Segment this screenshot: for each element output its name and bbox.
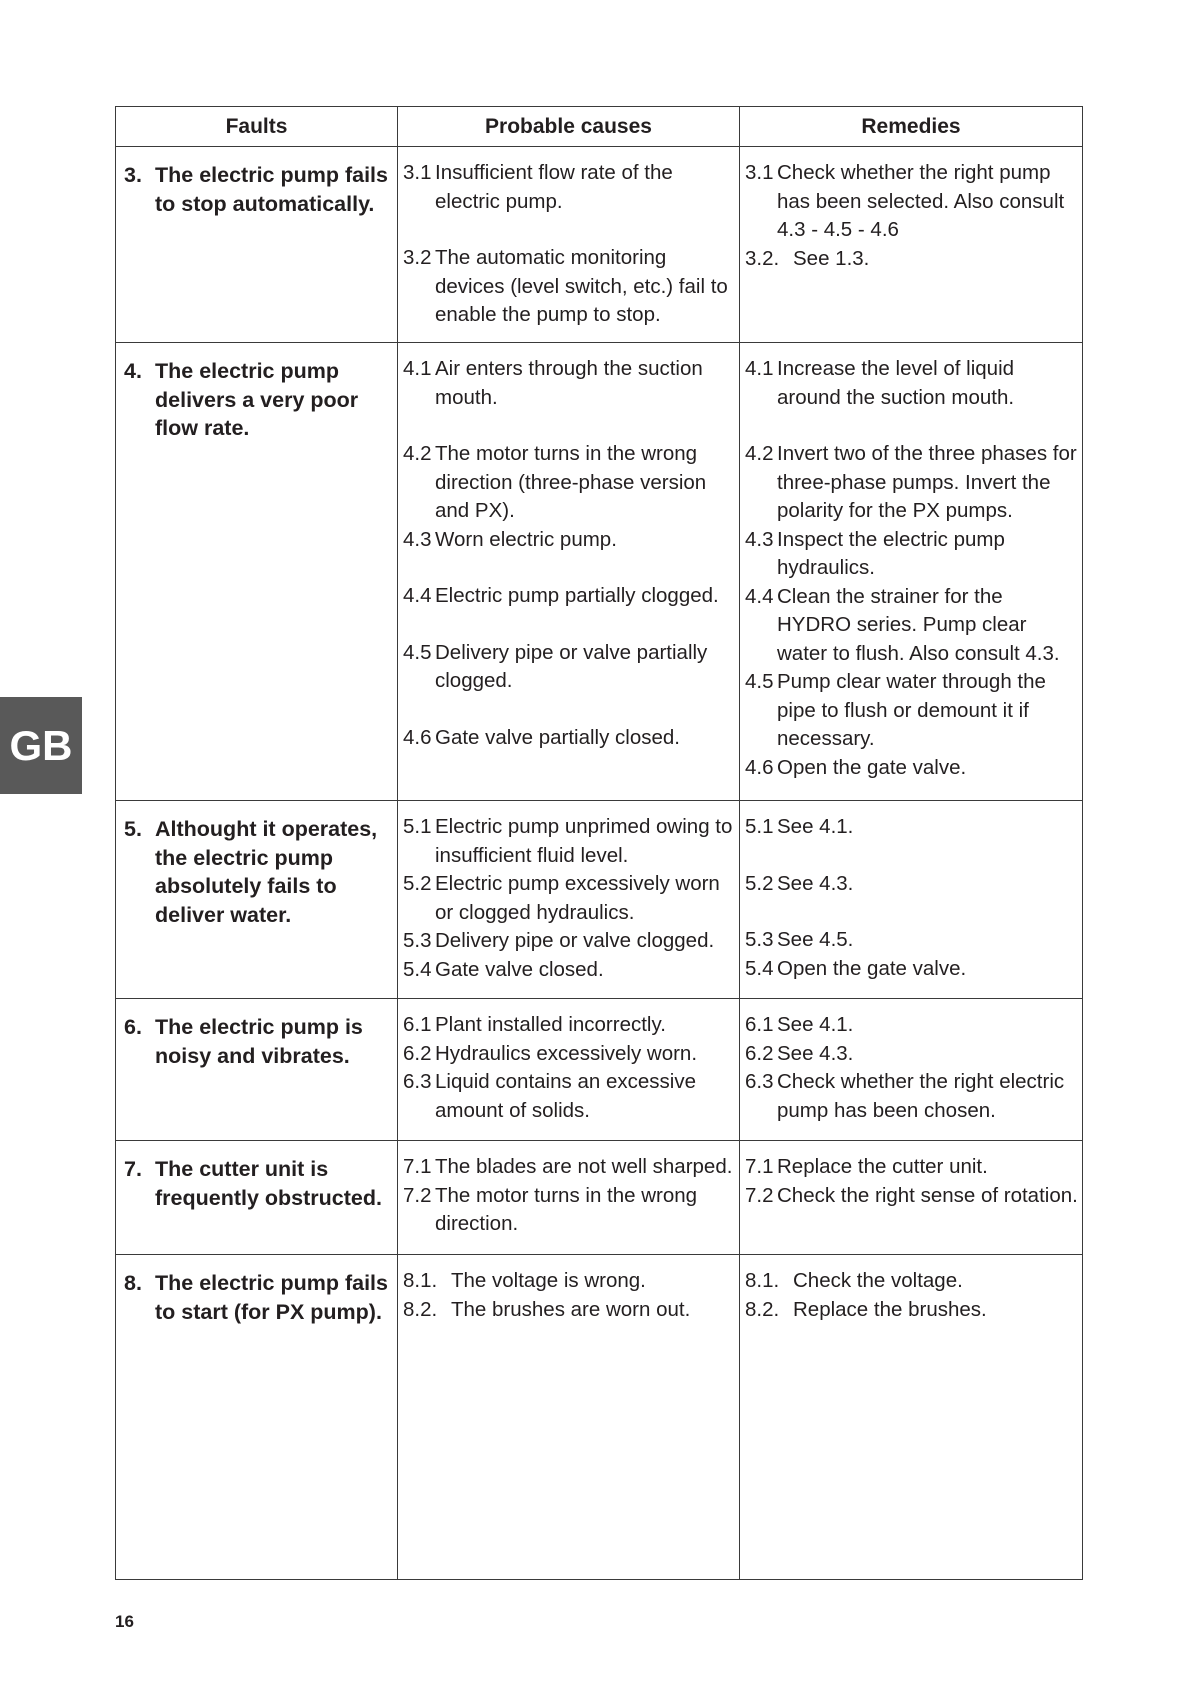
remedy-entry bbox=[745, 1011, 1082, 1040]
fault-cell bbox=[116, 147, 398, 343]
fault-text: Althought it operates, the electric pump absolutely fails to deliver water. bbox=[155, 817, 378, 927]
cause-entry bbox=[403, 639, 739, 696]
remedy-list bbox=[740, 801, 1082, 983]
cause-text: Electric pump unprimed owing to insufficient fluid level. bbox=[435, 815, 733, 867]
cause-text: Air enters through the suction mouth. bbox=[435, 357, 703, 409]
remedy-entry bbox=[745, 355, 1082, 412]
cause-cell bbox=[398, 343, 740, 801]
remedy-number: 4.1 bbox=[745, 357, 774, 380]
remedy-entry bbox=[745, 870, 1082, 899]
remedy-entry bbox=[745, 245, 1082, 274]
fault-number: 3. bbox=[124, 163, 142, 187]
cause-text: Liquid contains an excessive amount of solids. bbox=[435, 1070, 696, 1122]
fault-text: The electric pump fails to stop automatically. bbox=[155, 163, 388, 216]
cause-text: Plant installed incorrectly. bbox=[435, 1013, 666, 1036]
remedy-entry bbox=[745, 440, 1082, 526]
fault-text: The electric pump delivers a very poor flow rate. bbox=[155, 359, 359, 440]
cause-entry bbox=[403, 1267, 739, 1296]
remedy-text: See 1.3. bbox=[793, 246, 870, 270]
remedy-entry bbox=[745, 583, 1082, 669]
remedy-text: See 4.3. bbox=[777, 871, 854, 895]
remedy-list bbox=[740, 1141, 1082, 1210]
cause-list bbox=[398, 1255, 739, 1324]
fault-description bbox=[116, 147, 397, 218]
remedy-text: See 4.5. bbox=[777, 928, 854, 951]
cause-list bbox=[398, 147, 739, 330]
fault-cell bbox=[116, 801, 398, 999]
table-row bbox=[116, 1141, 1083, 1255]
cause-number: 6.2 bbox=[403, 1041, 432, 1065]
cause-entry bbox=[403, 1182, 739, 1239]
remedy-number: 7.2 bbox=[745, 1183, 774, 1207]
fault-cell bbox=[116, 999, 398, 1141]
remedy-number: 4.3 bbox=[745, 527, 774, 551]
cause-entry bbox=[403, 526, 739, 555]
fault-text: The electric pump is noisy and vibrates. bbox=[155, 1015, 363, 1068]
table-header-row bbox=[116, 107, 1083, 147]
remedy-list bbox=[740, 1255, 1082, 1324]
table-row bbox=[116, 801, 1083, 999]
remedy-number: 4.4 bbox=[745, 584, 774, 608]
cause-text: Hydraulics excessively worn. bbox=[435, 1041, 698, 1065]
remedy-text: Open the gate valve. bbox=[777, 755, 967, 779]
fault-description bbox=[116, 999, 397, 1070]
cause-number: 3.2 bbox=[403, 246, 432, 269]
remedy-list bbox=[740, 343, 1082, 782]
cause-entry bbox=[403, 724, 739, 753]
remedy-text: Invert two of the three phases for three-phase pumps. Invert the polarity for the PX pumps. bbox=[777, 442, 1077, 522]
remedy-number: 5.3 bbox=[745, 928, 774, 951]
fault-cell bbox=[116, 343, 398, 801]
remedy-cell bbox=[740, 343, 1083, 801]
remedy-number: 5.4 bbox=[745, 956, 774, 980]
remedy-entry bbox=[745, 1153, 1082, 1182]
cause-number: 7.2 bbox=[403, 1183, 432, 1207]
remedy-entry bbox=[745, 668, 1082, 754]
fault-number: 5. bbox=[124, 817, 142, 841]
table-row bbox=[116, 147, 1083, 343]
fault-number: 8. bbox=[124, 1271, 142, 1295]
remedy-number: 3.2. bbox=[745, 246, 780, 270]
cause-list bbox=[398, 999, 739, 1125]
cause-entry bbox=[403, 355, 739, 412]
remedy-entry bbox=[745, 1182, 1082, 1211]
fault-description bbox=[116, 801, 397, 929]
remedy-number: 8.1. bbox=[745, 1269, 780, 1292]
cause-text: The brushes are worn out. bbox=[451, 1297, 691, 1321]
cause-number: 8.2. bbox=[403, 1297, 438, 1321]
remedy-text: See 4.1. bbox=[777, 1013, 854, 1036]
cause-number: 8.1. bbox=[403, 1269, 438, 1292]
remedy-entry bbox=[745, 754, 1082, 783]
cause-text: The automatic monitoring devices (level switch, etc.) fail to enable the pump to stop. bbox=[435, 246, 728, 326]
fault-cell bbox=[116, 1255, 398, 1580]
remedy-cell bbox=[740, 1255, 1083, 1580]
cause-number: 3.1 bbox=[403, 161, 432, 184]
remedy-number: 5.1 bbox=[745, 815, 774, 838]
remedy-entry bbox=[745, 159, 1082, 245]
remedy-text: Replace the cutter unit. bbox=[777, 1155, 988, 1178]
remedy-text: Replace the brushes. bbox=[793, 1297, 987, 1321]
cause-number: 4.3 bbox=[403, 527, 432, 551]
remedy-number: 3.1 bbox=[745, 161, 774, 184]
remedy-text: Increase the level of liquid around the suction mouth. bbox=[777, 357, 1015, 409]
remedy-text: Pump clear water through the pipe to flush or demount it if necessary. bbox=[777, 670, 1046, 750]
cause-entry bbox=[403, 956, 739, 985]
cause-entry bbox=[403, 1040, 739, 1069]
cause-text: The motor turns in the wrong direction. bbox=[435, 1183, 698, 1235]
cause-number: 5.1 bbox=[403, 815, 432, 838]
remedy-text: Check whether the right pump has been selected. Also consult 4.3 - 4.5 - 4.6 bbox=[777, 161, 1065, 241]
remedy-number: 6.1 bbox=[745, 1013, 774, 1036]
table-row bbox=[116, 999, 1083, 1141]
cause-number: 4.2 bbox=[403, 442, 432, 465]
cause-text: Worn electric pump. bbox=[435, 527, 617, 551]
cause-number: 5.2 bbox=[403, 872, 432, 895]
remedy-cell bbox=[740, 147, 1083, 343]
table-row bbox=[116, 1255, 1083, 1580]
remedy-text: Check whether the right electric pump has been chosen. bbox=[777, 1070, 1065, 1122]
remedy-text: Check the voltage. bbox=[793, 1269, 963, 1292]
cause-text: The voltage is wrong. bbox=[451, 1269, 646, 1292]
cause-number: 5.4 bbox=[403, 957, 432, 981]
cause-text: Delivery pipe or valve partially clogged. bbox=[435, 640, 708, 692]
cause-entry bbox=[403, 813, 739, 870]
fault-text: The electric pump fails to start (for PX pump). bbox=[155, 1271, 388, 1324]
cause-entry bbox=[403, 1011, 739, 1040]
fault-number: 6. bbox=[124, 1015, 142, 1039]
remedy-text: See 4.1. bbox=[777, 815, 854, 838]
cause-text: The motor turns in the wrong direction (three-phase version and PX). bbox=[435, 442, 707, 522]
remedy-entry bbox=[745, 526, 1082, 583]
cause-entry bbox=[403, 927, 739, 956]
header-faults: Faults bbox=[116, 107, 398, 147]
header-remedies: Remedies bbox=[740, 107, 1083, 147]
cause-cell bbox=[398, 1141, 740, 1255]
cause-text: Insufficient flow rate of the electric pump. bbox=[435, 161, 673, 213]
fault-number: 4. bbox=[124, 359, 142, 383]
cause-entry bbox=[403, 582, 739, 611]
remedy-entry bbox=[745, 955, 1082, 984]
remedy-cell bbox=[740, 999, 1083, 1141]
remedy-text: See 4.3. bbox=[777, 1041, 854, 1065]
cause-entry bbox=[403, 870, 739, 927]
table-row bbox=[116, 343, 1083, 801]
remedy-entry bbox=[745, 1068, 1082, 1125]
troubleshooting-table bbox=[115, 106, 1083, 1580]
remedy-text: Open the gate valve. bbox=[777, 956, 967, 980]
cause-number: 5.3 bbox=[403, 929, 432, 952]
cause-cell bbox=[398, 801, 740, 999]
cause-number: 4.6 bbox=[403, 725, 432, 749]
remedy-entry bbox=[745, 813, 1082, 842]
cause-list bbox=[398, 801, 739, 984]
language-tab: GB bbox=[0, 697, 82, 794]
remedy-entry bbox=[745, 1267, 1082, 1296]
remedy-number: 6.2 bbox=[745, 1041, 774, 1065]
fault-description bbox=[116, 1255, 397, 1326]
remedy-number: 5.2 bbox=[745, 871, 774, 895]
cause-text: Gate valve partially closed. bbox=[435, 725, 680, 749]
fault-description bbox=[116, 343, 397, 443]
remedy-text: Check the right sense of rotation. bbox=[777, 1183, 1078, 1207]
cause-text: The blades are not well sharped. bbox=[435, 1155, 733, 1178]
remedy-number: 6.3 bbox=[745, 1070, 774, 1093]
cause-text: Electric pump excessively worn or clogged hydraulics. bbox=[435, 872, 720, 924]
cause-number: 4.1 bbox=[403, 357, 432, 380]
remedy-entry bbox=[745, 926, 1082, 955]
cause-number: 6.3 bbox=[403, 1070, 432, 1093]
remedy-cell bbox=[740, 801, 1083, 999]
remedy-list bbox=[740, 999, 1082, 1125]
cause-number: 7.1 bbox=[403, 1155, 432, 1178]
cause-text: Delivery pipe or valve clogged. bbox=[435, 929, 715, 952]
remedy-number: 4.2 bbox=[745, 442, 774, 465]
cause-entry bbox=[403, 159, 739, 216]
cause-entry bbox=[403, 1296, 739, 1325]
cause-number: 4.4 bbox=[403, 584, 432, 607]
fault-description bbox=[116, 1141, 397, 1212]
remedy-number: 4.5 bbox=[745, 670, 774, 693]
cause-number: 6.1 bbox=[403, 1013, 432, 1036]
cause-cell bbox=[398, 999, 740, 1141]
cause-list bbox=[398, 343, 739, 752]
remedy-text: Inspect the electric pump hydraulics. bbox=[777, 527, 1005, 579]
remedy-cell bbox=[740, 1141, 1083, 1255]
cause-number: 4.5 bbox=[403, 640, 432, 664]
cause-entry bbox=[403, 1153, 739, 1182]
cause-cell bbox=[398, 147, 740, 343]
cause-list bbox=[398, 1141, 739, 1239]
cause-cell bbox=[398, 1255, 740, 1580]
remedy-entry bbox=[745, 1296, 1082, 1325]
cause-text: Gate valve closed. bbox=[435, 957, 604, 981]
remedy-number: 7.1 bbox=[745, 1155, 774, 1178]
remedy-entry bbox=[745, 1040, 1082, 1069]
page-number: 16 bbox=[115, 1612, 134, 1631]
fault-text: The cutter unit is frequently obstructed. bbox=[155, 1157, 382, 1210]
cause-entry bbox=[403, 1068, 739, 1125]
fault-number: 7. bbox=[124, 1157, 142, 1181]
fault-cell bbox=[116, 1141, 398, 1255]
cause-entry bbox=[403, 440, 739, 526]
remedy-list bbox=[740, 147, 1082, 273]
header-probable-causes: Probable causes bbox=[398, 107, 740, 147]
cause-text: Electric pump partially clogged. bbox=[435, 584, 719, 607]
cause-entry bbox=[403, 244, 739, 330]
remedy-text: Clean the strainer for the HYDRO series. Pump clear water to flush. Also consult 4.3. bbox=[777, 584, 1060, 665]
remedy-number: 4.6 bbox=[745, 755, 774, 779]
remedy-number: 8.2. bbox=[745, 1297, 780, 1321]
